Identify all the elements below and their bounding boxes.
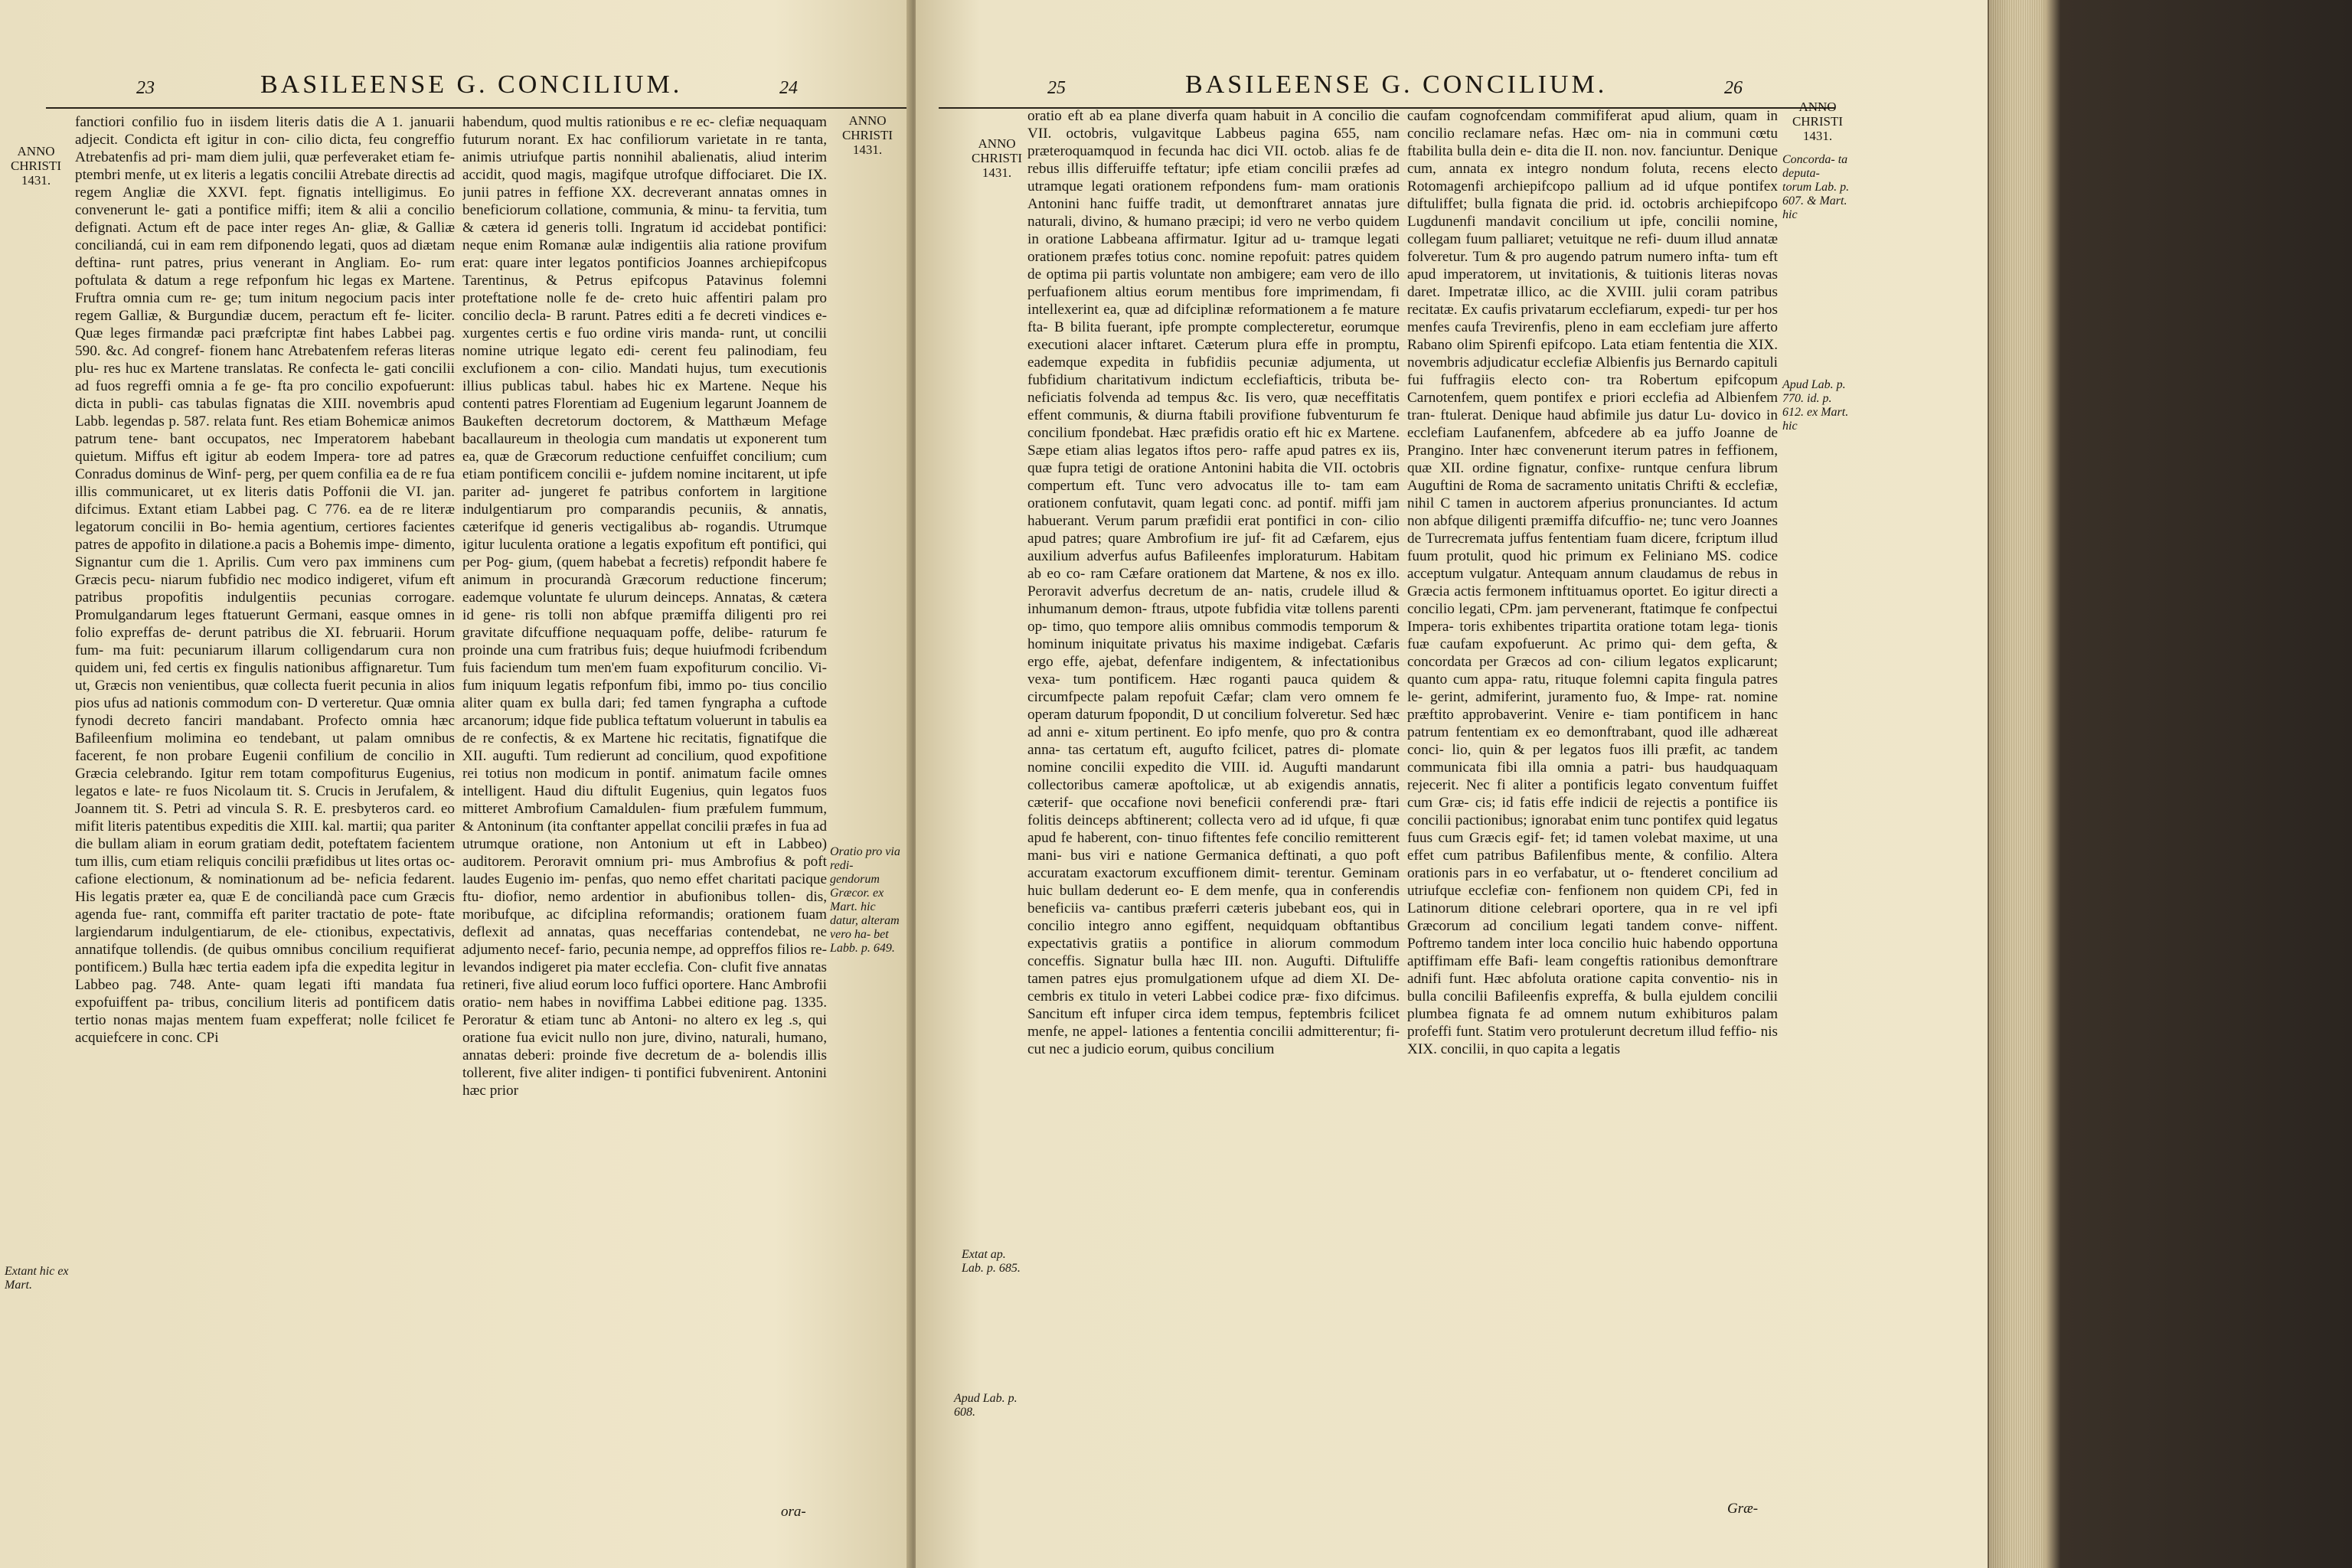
side-note-oratio: Oratio pro via redi- gendorum Græcor. ex Mart. hic datur, alteram vero ha- bet Labb. p. 649. [830, 845, 900, 955]
left-page [0, 0, 911, 1568]
book-page-edges [1988, 0, 2352, 1568]
text-column-2-right: caufam cognofcendam commififerat apud alium, quam in concilio reclamare nefas. Hæc om- nia in communi cœtu ftabilita bulla dein e- dita die II. non. nov. fanciuntur. Denique cum, annata ex integro nondum foluta, recens electo Rotomagenfi archiepifcopo pallium ad id ufque pontifex diftuliffet; bulla fignata die prid. id. octobris archiepifcopo Lugdunenfi mandavit concilium ut ipfe, concilii nomine, collegam fuum palliaret; vetuitque ne refi- duum illud annatæ folveretur. Tum & pro augendo patrum numero infta- tum eft apud imperatorem, ut invitationis, & tuitionis literas novas daret. Impetratæ illico, ac die XVIII. julii coram patribus recitatæ. Ex caufis privatarum ecclefiarum, expedi- tur per hos menfes caufa Trevirenfis, pleno in eam ecclefiam jure afferto Rabano olim Spirenfi epifcopo. Lata etiam fententia die XIX. novembris adjudicatur ecclefiæ Albienfis jus Bernardo capituli fui fuffragiis electo con- tra Robertum epifcopum Carnotenfem, quem pontifex e priori ecclefia ad Albienfem tran- ftulerat. Denique haud abfimile jus datur Lu- dovico in ecclefiam Laufanenfem, abfcedere ab ea juffo Joanne de Prangino. Inter hæc convenerunt iterum patres in feffionem, quæ XII. ordine fignatur, confixe- runtque cenfura librum Auguftini de Roma de sacramento unitatis Chrifti & ecclefiæ, nihil C tamen in auctorem afperius pronunciantes. Id actum non abfque diligenti præmiffa difcuffio- ne; tunc vero Joannes de Turrecremata juffus fententiam fuam dicere, fcriptum illud fuum protulit, quod hic primum ex Feliniano MS. codice acceptum vulgatur. Antequam annum claudamus de rebus in Græcia actis fermonem inftituamus oportet. Eo igitur directi a concilio legati, CPm. jam pervenerant, ftatimque fe confpectui Impera- toris exhibentes tripartita oratione totam lega- tionis fuæ caufam expofuerunt. Ac primo qui- dem gefta, & concordata per Græcos ad con- cilium legatos explicarunt; quanto cum appa- ratu, rituque folemni capita fingula patres le- gerint, admiferint, juramento fuo, & Impe- rat. nomine præftito approbaverint. Venire e- tiam pontificem in hanc patrum fententiam ex eo demonftrabant, quod ille adhæreat conci- lio, quin & per legatos fuos illi præfit, ac tandem communicata fibi illa omnia a patri- bus haudquaquam rejecerit. Nec fi aliter a pontificis legato conventum fuiffet cum Græ- cis; id fatis effe indicii de rejectis a pontifice iis concilii pactionibus; ignorabat enim tunc pontifex quid legatus fuus cum Græcis egif- fet; id tamen volebat maxime, ut una effet cum patribus Bafilenfibus mente, & confilio. Altera orationis pars in eo verfabatur, ut o- ftenderet concilium ad utriufque ecclefiæ con- fenfionem non quidem CPi, fed in Latinorum ditione celebrari oportere, qua in re vel ipfi Græcorum ad concilium legati tandem conve- niffent. Poftremo tandem inter loca concilio huic habendo opportuna aptiffimam effe Bafi- leam congeftis rationibus demonftrare adnifi funt. Hæc abfoluta oratione capita conventio- nis in bulla concilii Bafileenfis expreffa, & bulla ejuldem concilii plumbea fignata fe ad omnem nutum exhibituros palam profeffi funt. Statim vero protulerunt decretum illud feffio- nis XIX. concilii, in quo capita a legatis [1407, 108, 1778, 1057]
side-note-concordata: Concorda- ta deputa- torum Lab. p. 607. & Mart. hic [1782, 153, 1850, 221]
margin-anno-christi-right: ANNO CHRISTI 1431. [1792, 100, 1844, 143]
text-column-2: habendum, quod multis rationibus e re ec- clefiæ nequaquam futurum norant. Ex hac confiliorum varietate in re tanta, animis utriufque partis nonnihil abalienatis, aliud interim accidit, quod magis, magifque utrofque diffociaret. Die IX. junii patres in feffione XX. decreverant annatas omnes in beneficiorum collatione, communia, & minu- ta fervitia, tum & cætera id generis tolli. Ingratum id accidebat pontifici: neque enim Romanæ aulæ indigentiis alia ratione provifum erat: quare inter legatos pontificios Joannes archiepifcopus Tarentinus, & Petrus epifcopus Patavinus folemni proteftatione nolle fe de- creto huic affentiri palam pro concilio decla- B rarunt. Patres editi a fe decreti vindices e- xurgentes certis e fuo ordine viris manda- runt, ut concilii nomine utrique legato edi- cerent feu palinodiam, feu exclufionem a con- cilio. Mandati hujus, tum executionis illius publicas tabul. habes hic ex Martene. Neque his contenti patres Florentiam ad Eugenium legarunt Joannem de Baukeften decretorum doctorem, & Matthæum Mefage bacallaureum in theologia cum mandatis ut exponerent tum ea, quæ de Græcorum reductione cenfuiffet concilium; cum etiam pontificem concilii e- jufdem nomine incitarent, ut ipfe pariter ad- jungeret fe patribus confortem in largitione indulgentiarum pro comparandis pecuniis, & annatis, cæterifque id generis vectigalibus ab- rogandis. Utrumque igitur luculenta oratione a legatis expofitum eft pontifici, qui per Pog- gium, (quem habebat a fecretis) refpondit habere fe animum in procurandà Græcorum reductione fincerum; eademque voluntate fe ulurum deinceps. Annatas, & cætera id gene- ris tolli non abfque præmiffa diligenti pro rei gravitate difcuffione nequaquam poffe, delibe- raturum fe proinde una cum fratribus fuis; deque huiufmodi fcribendum fuis faciendum tum men'em fuam expofiturum concilio. Vi- fum iniquum legatis refponfum fibi, immo po- tius concilio aliter quam ex bulla dari; fed tamen fyngrapha a cuftode arcanorum; idque fide publica teftatum voluerunt in tabulis ea de re confectis, & ex Martene hic recitatis, fignatifque die XII. augufti. Tum redierunt ad concilium, quod expofitione rei totius non modicum in pontif. animatum facile omnes intelligent. Haud diu diftulit Eugenius, quin legatos fuos mitteret Ambrofium Camaldulen- fium præfulem fummum, & Antoninum (ita conftanter appellat concilii præfes in fua ad utrumque oratione, non Antonium ut eft in Labbeo) auditorem. Peroravit omnium pri- mus Ambrofius & poft laudes Eugenio im- penfas, quo nemo effet charitati pacique ftu- diofior, nemo ardentior in abufionibus tollen- dis, moribufque, ac difciplina reformandis; orationem fuam deflexit ad annatas, quas neceffarias contendebat, ne adjumento necef- fario, pecunia nempe, ad oppreffos filios re- levandos indigeret pia mater ecclefia. Con- clufit five annatas retineri, five aliud eorum loco fuffici oportere. Hanc Ambrofii oratio- nem habes in noviffima Labbei editione pag. 1335. Peroratur & etiam tunc ab Antoni- no altero ex leg .s, qui oratione fua evicit nullo non jure, divino, naturali, humano, annatas deberi: proinde five decretum de a- bolendis illis tollerent, five aliter indigen- ti pontifici fubvenirent. Antonini hæc prior [462, 114, 827, 1099]
side-note-apud-lab-770: Apud Lab. p. 770. id. p. 612. ex Mart. hic [1782, 378, 1849, 433]
header-rule [46, 107, 911, 109]
right-page [916, 0, 1988, 1568]
text-column-1-right: oratio eft ab ea plane diverfa quam habuit in A concilio die VII. octobris, vulgavitque Labbeus pagina 655, nam præteroquamquod in fecunda hac dici VII. octob. alias fe de rebus illis differuiffe teftatur; ipfe etiam concilii præfes ad utramque legati orationem refpondens fum- mam orationis Antonini hanc fuiffe tradit, ut demonftraret annatas jure naturali, divino, & humano præcipi; id vero ne verbo quidem in oratione Labbeana affirmatur. Igitur ad u- tramque legati orationem præfes totius conc. nomine repofuit: patres quidem de optima pii partis voluntate non ambigere; eam vero de illo perfuafionem altius eorum mentibus fore imprimendam, fi intellexerint ea, quæ ad difciplinæ reformationem a fe mature fta- B bilita fuerant, ipfe prompte complecteretur, eorumque executioni alacer inftaret. Cæterum plura effe in promptu, eademque expedita in fubfidiis pecuniæ adjumenta, ut fubfidium charitativum indictum ecclefiafticis, tributa be- neficiatis folvenda ad tempus &c. Iis vero, quæ neceffitatis effent communis, & diurna ftabili provifione fubventurum fe concilium fpondebat. Hæc præfidis oratio eft hic ex Martene. Sæpe etiam alias legatos iftos pero- raffe apud patres ex iis, quæ fupra tetigi de oratione Antonini habita die VII. octobris compertum eft. Tunc vero advocatus ille to- tam eam orationem confutavit, quam legati conc. ad pontif. miffi jam habuerant. Verum parum præfidii erat pontifici in con- cilio apud patres; quare Ambrofium ire juf- fit ad Cæfarem, ejus auxilium adverfus aufus Bafileenfes imploraturum. Habitam ab eo co- ram Cæfare orationem dat Martene, & nos ex illo. Peroravit adverfus decretum de an- natis, crudele illud & inhumanum demon- ftraus, utpote fubfidia vitæ tollens parenti op- timo, quo tempore aliis omnibus commodis temporum & hominum iniquitate privatus his maxime indigebat. Cæfaris ergo effe, ajebat, defenfare indigentem, & infectationibus vexa- tum pontificem. Hæc roganti pauca quidem & circumfpecte palam repofuit Cæfar; clam vero omnem fe operam daturum fpopondit, D ut concilium folveretur. Sed hæc ad anni e- xitum pertinent. Eo ipfo menfe, quo pro & contra anna- tas certatum eft, augufto fcilicet, patres di- plomate nomine concilii expedito die VIII. id. Augufti mandarunt collectoribus cameræ apoftolicæ, ut ab exigendis annatis, cæterif- que occafione novi beneficii conferendi præ- ftari folitis deinceps abftinerent; collecta vero ad id ufque, fi quæ apud fe haberent, con- tinuo fiftentes fefe concilio remitterent mani- bus viri e natione Germanica deftinati, a quo poft accuratam exactorum excuffionem dimit- terentur. Geminam huic bullam dederunt eo- E dem menfe, qua in conferendis beneficiis va- cantibus præferri cæteris jubebant eos, qui in concilio integro anno egiffent, nequidquam obftantibus expectativis gratiis a pontifice in aliorum commodum conceffis. Signatur bulla hæc III. non. Augufti. Diftuliffe tamen patres ejus promulgationem ufque ad diem XI. De- cembris ex titulo in veteri Labbei codice præ- fixo difcimus. Sancitum eft infuper circa idem tempus, feptembris fcilicet menfe, ne appel- lationes a fententia concilii admitterentur; fi- cut nec a judicio eorum, quibus concilium [1027, 108, 1400, 1057]
text-column-1: fanctiori confilio fuo in iisdem literis datis die A 1. januarii adjecit. Condicta eft igitur in con- cilio dicta, feu congreffio Atrebatenfis ad pri- mam diem julii, quæ perfeveraket etiam fe- ptembri menfe, ut ex literis a legatis concilii Atrebate directis ad regem Angliæ die XXVI. fept. fignatis intelligimus. Eo convenerunt le- gati a pontifice miffi; item & alii a concilio defignati. Actum eft de pace inter reges An- gliæ, & Galliæ conciliandá, cui in eam rem difponendo legati, quos ad diætam deftina- runt patres, prius venerant in Angliam. Eo- rum poftulata & datum a rege refponfum hic legas ex Martene. Fruftra omnia cum re- ge; tum initum negocium pacis inter regem Galliæ, & Burgundiæ ducem, peractum eft fe- liciter. Quæ leges firmandæ paci præfcriptæ fint habes Labbei pag. 590. &c. Ad congref- fionem hanc Atrebatenfem referas literas plu- res huc ex Martene translatas. Re confecta le- gati concilii ad fuos regreffi omnia a fe ge- fta pro concilio expofuerunt: dicta in publi- cas tabulas fignatas die XIII. novembris apud Labb. legendas p. 587. relata funt. Res etiam Bohemicæ animos patrum tene- bant occupatos, nec Imperatorem habebant quietum. Miffus eft igitur ab eodem Impera- tore ad patres Conradus dominus de Winf- perg, per quem confilia ea de re fua illis communicaret, ut ex literis datis Poffonii die VI. jan. difcimus. Extant etiam Labbei pag. C 776. ea de re literæ legatorum concilii in Bo- hemia agentium, certiores facientes patres de appofito in dilatione.a pacis a Bohemis impe- dimento, Signantur cum die 1. Aprilis. Cum vero pax imminens cum Græcis pecu- niarum fubfidio nec modico indigeret, vifum eft patribus propofitis indulgentiis pecunias corrogare. Promulgandarum leges ftatuerunt Germani, easque omnes in folio expreffas de- derunt patribus die XI. februarii. Horum fum- ma fuit: pecuniarum illarum colligendarum cura non quidem uni, fed certis ex fingulis nationibus affignaretur. Tum ut, Græcis non venientibus, quæ collecta fuerit pecunia in alios pios ufus ad nationis commodum con- D verteretur. Quæ omnia fynodi decreto fanciri mandabant. Profecto omnia hæc Bafileenfium molimina eo tendebant, ut palam omnibus facerent, fe non probare Eugenii confilium de concilio in Græcia celebrando. Igitur rem totam compofiturus Eugenius, legatos e late- re fuos Nicolaum tit. S. Crucis in Jerufalem, & Joannem tit. S. Petri ad vincula S. R. E. presbyteros card. eo mifit literis patentibus expeditis die XIII. kal. martii; qua pariter die bullam aliam in eorum gratiam dedit, poteftatem facientem tum illis, cum etiam reliquis concilii præfidibus ut lites ortas oc- cafione electionum, & nominationum ad be- neficia fedarent. His legatis præter ea, quæ E de conciliandà pace cum Græcis agenda fue- rant, commiffa eft pariter tractatio de pote- ftate largiendarum indulgentiarum, de ele- ctionibus, expectativis, annatifque tollendis. (de quibus omnibus concilium requifierat pontificem.) Bulla hæc tertia eadem ipfa die expedita legitur in Labbeo pag. 748. Ante- quam legati ifti mandata fua expofuiffent pa- tribus, concilium literis ad pontificem datis tertio nonas majas mentem fuam expefferat; nolle fcilicet fe acquiefcere in conc. CPi [75, 114, 455, 1046]
catchword-left: ora- [781, 1504, 806, 1520]
page-number-23: 23 [136, 78, 155, 98]
side-note-apud-lab-608: Apud Lab. p. 608. [954, 1392, 1018, 1419]
side-note-extant: Extant hic ex Mart. [5, 1265, 69, 1292]
page-number-26: 26 [1724, 78, 1743, 98]
running-header-left: BASILEENSE G. CONCILIUM. [260, 70, 683, 99]
page-number-25: 25 [1047, 78, 1066, 98]
margin-anno-christi-left: ANNO CHRISTI 1431. [971, 136, 1023, 180]
catchword-right: Græ- [1727, 1501, 1759, 1517]
side-note-extat: Extat ap. Lab. p. 685. [962, 1248, 1021, 1275]
running-header-right: BASILEENSE G. CONCILIUM. [1185, 70, 1608, 99]
page-number-24: 24 [779, 78, 798, 98]
margin-anno-christi: ANNO CHRISTI 1431. [10, 144, 62, 188]
margin-anno-christi-right: ANNO CHRISTI 1431. [841, 113, 893, 157]
